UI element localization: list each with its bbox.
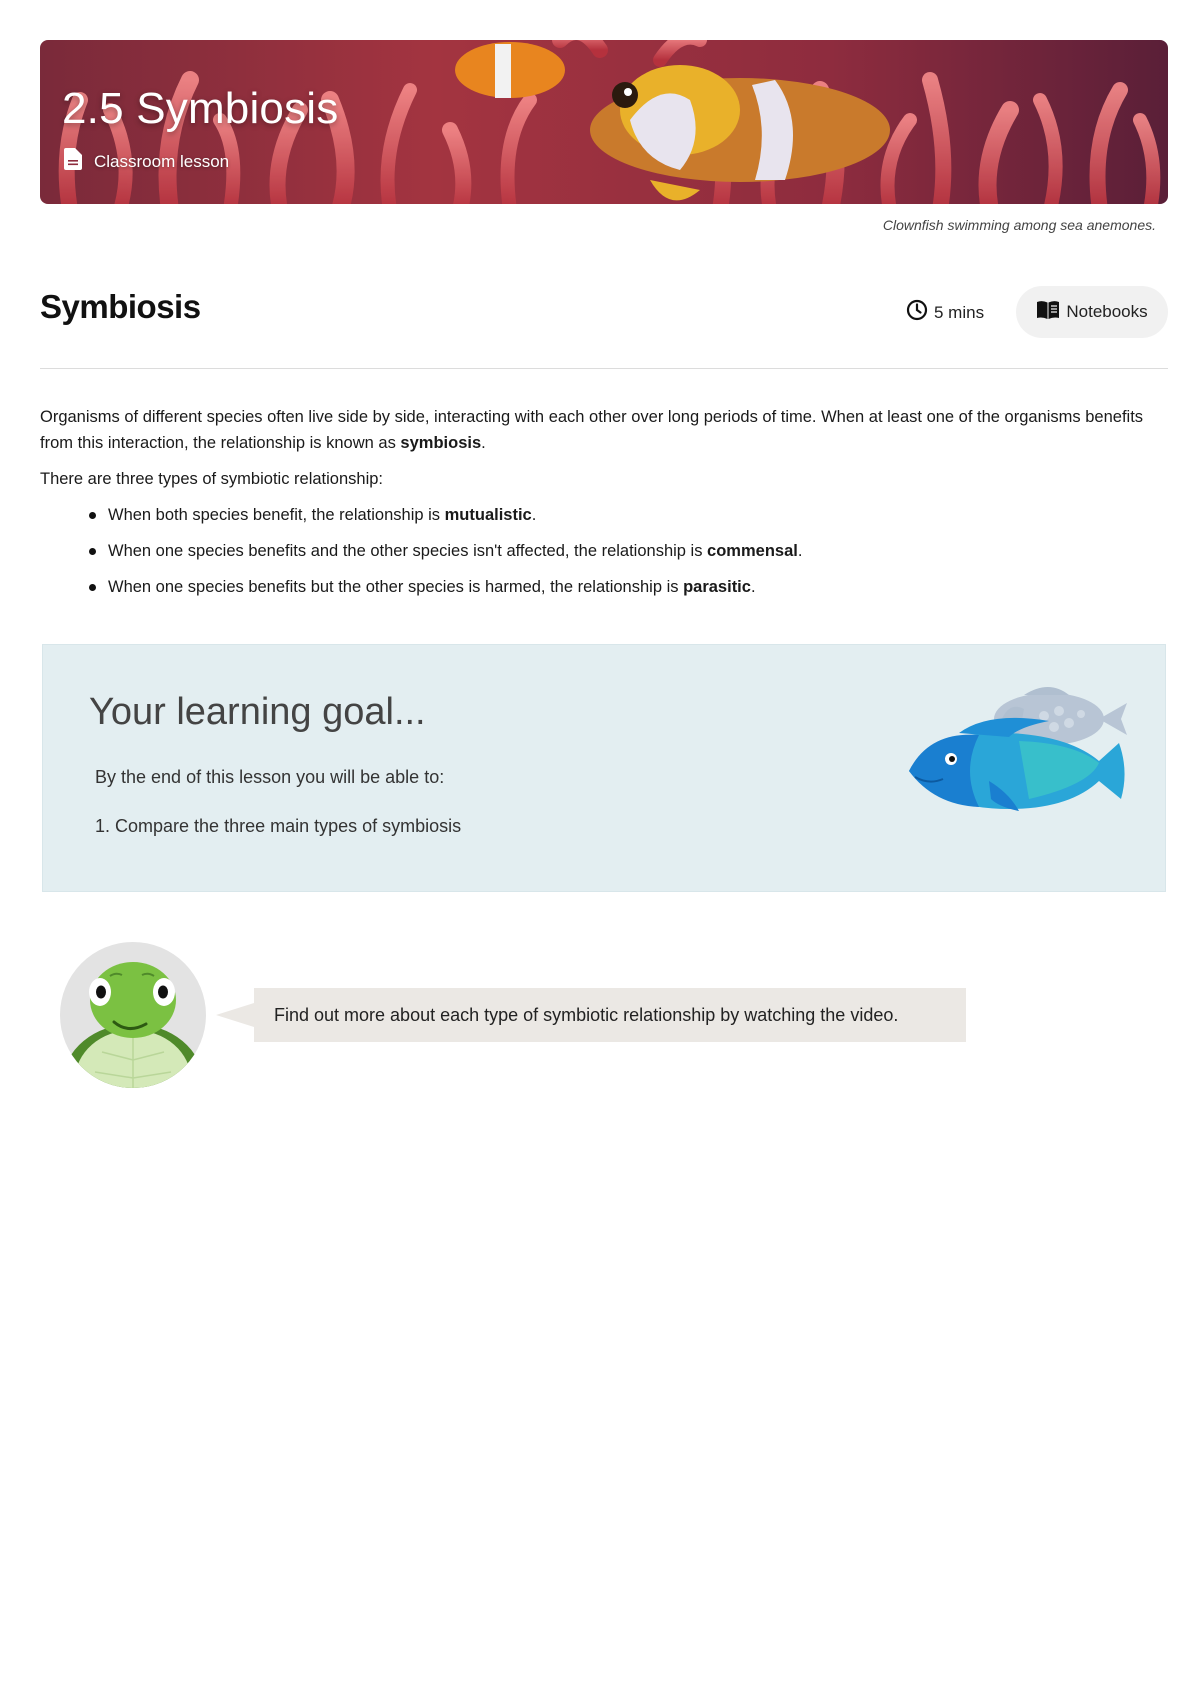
types-list xyxy=(40,502,1168,600)
term-symbiosis: symbiosis xyxy=(400,434,482,452)
notebooks-label: Notebooks xyxy=(1066,302,1148,321)
list-item-end: . xyxy=(797,542,803,560)
clock-icon xyxy=(906,299,928,326)
list-item-end: . xyxy=(750,578,756,596)
book-icon xyxy=(1036,300,1060,325)
lesson-type xyxy=(64,148,229,175)
divider xyxy=(40,368,1168,369)
list-item xyxy=(108,574,1168,600)
parrotfish-illustration xyxy=(899,681,1129,841)
speech-bubble: Find out more about each type of symbiotic relationship by watching the video. xyxy=(254,988,966,1042)
document-icon xyxy=(64,148,82,175)
term-parasitic: parasitic xyxy=(683,578,751,596)
section-title: Symbiosis xyxy=(40,288,201,325)
list-item xyxy=(108,538,1168,564)
lesson-title: 2.5 Symbiosis xyxy=(62,84,339,133)
list-item-end: . xyxy=(531,506,537,524)
lesson-type-label: Classroom lesson xyxy=(94,151,230,171)
list-item-text: When both species benefit, the relationship is xyxy=(108,506,445,524)
learning-goal-intro: By the end of this lesson you will be able to: xyxy=(95,767,445,787)
duration xyxy=(906,299,984,326)
hero-caption: Clownfish swimming among sea anemones. xyxy=(882,217,1156,233)
term-commensal: commensal xyxy=(707,542,798,560)
hero-banner xyxy=(40,40,1168,204)
speech-bubble-tail xyxy=(216,1003,254,1027)
types-intro: There are three types of symbiotic relationship: xyxy=(40,470,383,488)
lesson-body xyxy=(40,404,1168,610)
learning-goal-item: 1. Compare the three main types of symbiosis xyxy=(95,816,462,836)
intro-text: Organisms of different species often live side by side, interacting with each other over long periods of time. When at least one of the organisms benefits from this interaction, the relationship is known as xyxy=(40,408,1144,452)
intro-paragraph xyxy=(40,404,1168,456)
learning-goal-panel xyxy=(42,644,1166,892)
intro-text-end: . xyxy=(481,434,486,452)
term-mutualistic: mutualistic xyxy=(444,506,532,524)
list-item-text: When one species benefits and the other species isn't affected, the relationship is xyxy=(108,542,708,560)
turtle-avatar xyxy=(60,942,206,1088)
notebooks-button[interactable] xyxy=(1016,286,1168,338)
list-item-text: When one species benefits but the other species is harmed, the relationship is xyxy=(108,578,684,596)
learning-goal-title: Your learning goal... xyxy=(89,691,426,733)
duration-label: 5 mins xyxy=(934,302,985,322)
list-item xyxy=(108,502,1168,528)
